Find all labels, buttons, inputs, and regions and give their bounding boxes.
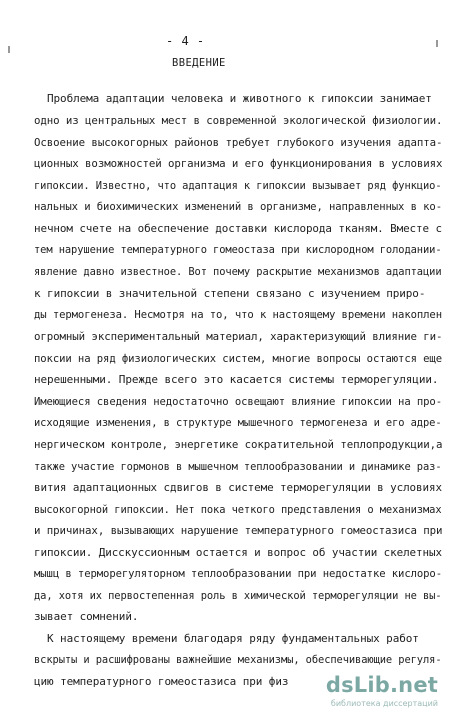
text-line: вскрыты и расшифрованы важнейшие механизмы, обеспечивающие регуля-	[34, 653, 442, 666]
text-line: одно из центральных мест в современной экологической физиологии.	[34, 114, 443, 127]
text-line: поксии на ряд физиологических систем, многие вопросы остаются еще	[34, 352, 442, 365]
text-line: также участие гормонов в мышечном теплообразовании и динамике раз-	[34, 460, 442, 473]
text-line: Освоение высокогорных районов требует глубокого изучения адапта-	[34, 136, 443, 149]
text-line: нергическом контроле, энергетике сократительной теплопродукции,а	[34, 438, 443, 451]
text-line: ционных возможностей организма и его функционирования в условиях	[34, 157, 443, 170]
text-line: к гипоксии в значительной степени связано с изучением приро-	[34, 287, 426, 300]
text-line: мышц в терморегуляторном теплообразовании при недостатке кислоро-	[34, 567, 442, 580]
page-number: - 4 -	[166, 34, 205, 48]
text-line: нерешенными. Прежде всего это касается системы терморегуляции.	[34, 373, 439, 386]
scan-mark	[8, 46, 10, 53]
text-line: да, хотя их первостепенная роль в химической терморегуляции не вы-	[34, 589, 442, 602]
text-line: явление давно известное. Вот почему раскрытие механизмов адаптации	[34, 265, 442, 278]
text-line: тем нарушение температурного гомеостаза при кислородном голодании-	[34, 243, 442, 256]
scan-mark	[436, 40, 438, 47]
text-line: вития адаптационных сдвигов в системе терморегуляции в условиях	[34, 481, 442, 494]
text-line: гипоксии. Известно, что адаптация к гипоксии вызывает ряд функцио-	[34, 179, 442, 192]
watermark-logo: dsLib.net	[325, 673, 438, 697]
text-line: цию температурного гомеостазиса при физ	[34, 675, 289, 688]
text-line: нечном счете на обеспечение доставки кислорода тканям. Вместе с	[34, 222, 442, 235]
text-line: Имеющиеся сведения недостаточно освещают влияние гипоксии на про-	[34, 395, 442, 408]
text-line: огромный экспериментальный материал, характеризующий влияние ги-	[34, 330, 443, 343]
text-line: и причинах, вызывающих нарушение температурного гомеостазиса при	[34, 524, 443, 537]
text-line: исходящие изменения, в структуре мышечного термогенеза и его адре-	[34, 416, 442, 429]
text-line: гипоксии. Дисскуссионным остается и вопрос об участии скелетных	[34, 546, 442, 559]
watermark	[325, 673, 438, 713]
text-line: К настоящему времени благодаря ряду фундаментальных работ	[47, 632, 419, 645]
text-line: Проблема адаптации человека и животного к гипоксии занимает	[47, 92, 432, 105]
text-line: зывает сомнений.	[34, 610, 139, 623]
text-line: ды термогенеза. Несмотря на то, что к настоящему времени накоплен	[34, 308, 442, 321]
section-heading: ВВЕДЕНИЕ	[172, 57, 226, 69]
text-line: высокогорной гипоксии. Нет пока четкого представления о механизмах	[34, 503, 442, 516]
text-line: нальных и биохимических изменений в организме, направленных в ко-	[34, 200, 442, 213]
watermark-subtitle: библиотека диссертаций	[330, 699, 438, 708]
